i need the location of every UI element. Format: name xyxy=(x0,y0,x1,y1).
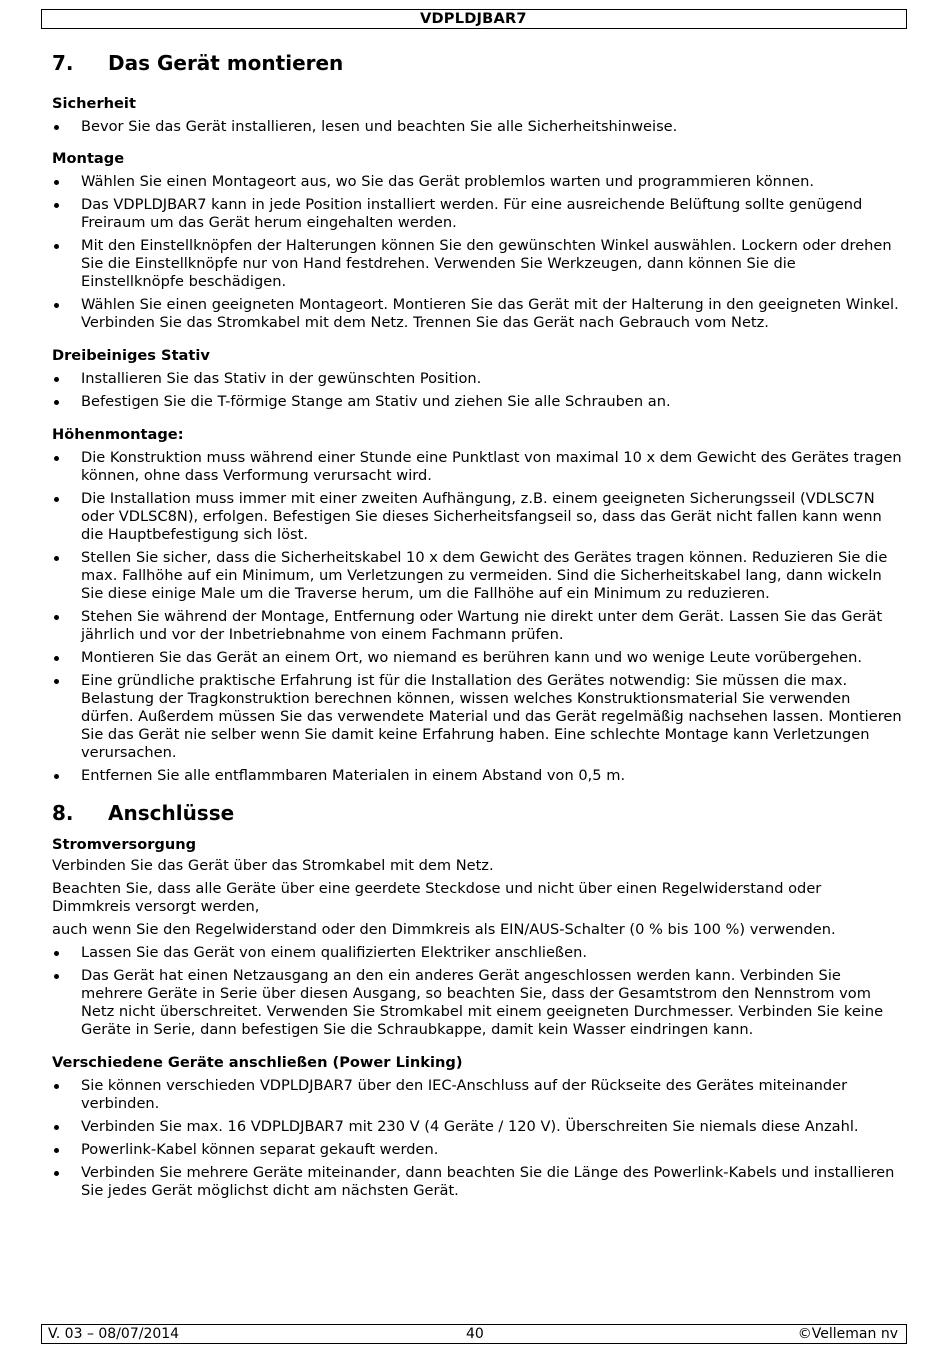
heading-montage: Montage xyxy=(52,150,125,167)
list-item: Sie können verschieden VDPLDJBAR7 über den IEC-Anschluss auf der Rückseite des Gerätes miteinander verbinden. xyxy=(52,1077,902,1113)
heading-sicherheit: Sicherheit xyxy=(52,95,136,112)
heading-power-linking: Verschiedene Geräte anschließen (Power Linking) xyxy=(52,1054,463,1071)
list-sicherheit xyxy=(52,118,902,136)
list-item: Wählen Sie einen Montageort aus, wo Sie das Gerät problemlos warten und programmieren können. xyxy=(52,173,902,191)
list-item: Stellen Sie sicher, dass die Sicherheitskabel 10 x dem Gewicht des Gerätes tragen können. Reduzieren Sie die max. Fallhöhe auf ein Minimum, um Verletzungen zu vermeiden. Sind die Sicherheitskabel lang, dann wickeln Sie diese einige Male um die Traverse herum, um die Fallhöhe auf ein Minimum zu reduzieren. xyxy=(52,549,902,603)
list-item: Montieren Sie das Gerät an einem Ort, wo niemand es berühren kann und wo wenige Leute vorübergehen. xyxy=(52,649,902,667)
footer-copyright: ©Velleman nv xyxy=(797,1326,898,1342)
paragraph: Verbinden Sie das Gerät über das Stromkabel mit dem Netz. xyxy=(52,857,494,874)
footer-version: V. 03 – 08/07/2014 xyxy=(48,1326,180,1342)
list-item: Die Konstruktion muss während einer Stunde eine Punktlast von maximal 10 x dem Gewicht des Gerätes tragen können, ohne dass Verformung verursacht wird. xyxy=(52,449,902,485)
list-item: Mit den Einstellknöpfen der Halterungen können Sie den gewünschten Winkel auswählen. Lockern oder drehen Sie die Einstellknöpfe nur von Hand festdrehen. Verwenden Sie Werkzeugen, dann können Sie die Einstellknöpfe beschädigen. xyxy=(52,237,902,291)
list-item: Verbinden Sie max. 16 VDPLDJBAR7 mit 230 V (4 Geräte / 120 V). Überschreiten Sie niemals diese Anzahl. xyxy=(52,1118,902,1136)
list-item: Powerlink-Kabel können separat gekauft werden. xyxy=(52,1141,902,1159)
list-item: Entfernen Sie alle entflammbaren Materialen in einem Abstand von 0,5 m. xyxy=(52,767,902,785)
list-item: Befestigen Sie die T-förmige Stange am Stativ und ziehen Sie alle Schrauben an. xyxy=(52,393,902,411)
page-content xyxy=(52,48,902,1205)
list-item: Stehen Sie während der Montage, Entfernung oder Wartung nie direkt unter dem Gerät. Lassen Sie das Gerät jährlich und vor der Inbetriebnahme von einem Fachmann prüfen. xyxy=(52,608,902,644)
list-item: Lassen Sie das Gerät von einem qualifizierten Elektriker anschließen. xyxy=(52,944,902,962)
footer xyxy=(41,1324,907,1344)
heading-stativ: Dreibeiniges Stativ xyxy=(52,347,210,364)
list-stromversorgung xyxy=(52,944,902,1039)
section-8-title: 8. Anschlüsse xyxy=(52,801,235,825)
heading-stromversorgung: Stromversorgung xyxy=(52,836,197,853)
section-7-title: 7. Das Gerät montieren xyxy=(52,51,344,75)
list-item: Das Gerät hat einen Netzausgang an den ein anderes Gerät angeschlossen werden kann. Verbinden Sie mehrere Geräte in Serie über diesen Ausgang, so beachten Sie, dass der Gesamtstrom den Nennstrom vom Netz nicht überschreitet. Verwenden Sie Stromkabel mit einem geeigneten Durchmesser. Verbinden Sie keine Geräte in Serie, dann befestigen Sie die Schraubkappe, damit kein Wasser eindringen kann. xyxy=(52,967,902,1039)
list-power-linking xyxy=(52,1077,902,1200)
list-item: Eine gründliche praktische Erfahrung ist für die Installation des Gerätes notwendig: Sie müssen die max. Belastung der Tragkonstruktion berechnen können, wissen welches Konstruktionsmaterial Sie verwenden dürfen. Außerdem müssen Sie das verwendete Material und das Gerät regelmäßig nachsehen lassen. Montieren Sie das Gerät nie selber wenn Sie damit keine Erfahrung haben. Eine schlechte Montage kann Verletzungen verursachen. xyxy=(52,672,902,762)
paragraph: auch wenn Sie den Regelwiderstand oder den Dimmkreis als EIN/AUS-Schalter (0 % bis 100 %) verwenden. xyxy=(52,921,836,938)
header-model: VDPLDJBAR7 xyxy=(420,10,527,27)
list-montage xyxy=(52,173,902,332)
list-item: Installieren Sie das Stativ in der gewünschten Position. xyxy=(52,370,902,388)
heading-hoehenmontage: Höhenmontage: xyxy=(52,426,184,443)
list-item: Bevor Sie das Gerät installieren, lesen und beachten Sie alle Sicherheitshinweise. xyxy=(52,118,902,136)
list-hoehenmontage xyxy=(52,449,902,785)
list-item: Wählen Sie einen geeigneten Montageort. Montieren Sie das Gerät mit der Halterung in den geeigneten Winkel. Verbinden Sie das Stromkabel mit dem Netz. Trennen Sie das Gerät nach Gebrauch vom Netz. xyxy=(52,296,902,332)
list-stativ xyxy=(52,370,902,411)
page-number: 40 xyxy=(466,1326,484,1342)
list-item: Verbinden Sie mehrere Geräte miteinander, dann beachten Sie die Länge des Powerlink-Kabels und installieren Sie jedes Gerät möglichst dicht am nächsten Gerät. xyxy=(52,1164,902,1200)
list-item: Die Installation muss immer mit einer zweiten Aufhängung, z.B. einem geeigneten Sicherungsseil (VDLSC7N oder VDLSC8N), erfolgen. Befestigen Sie dieses Sicherheitsfangseil so, dass das Gerät nicht fallen kann wenn die Hauptbefestigung sich löst. xyxy=(52,490,902,544)
paragraph: Beachten Sie, dass alle Geräte über eine geerdete Steckdose und nicht über einen Regelwiderstand oder Dimmkreis versorgt werden, xyxy=(52,880,822,915)
list-item: Das VDPLDJBAR7 kann in jede Position installiert werden. Für eine ausreichende Belüftung sollte genügend Freiraum um das Gerät herum eingehalten werden. xyxy=(52,196,902,232)
